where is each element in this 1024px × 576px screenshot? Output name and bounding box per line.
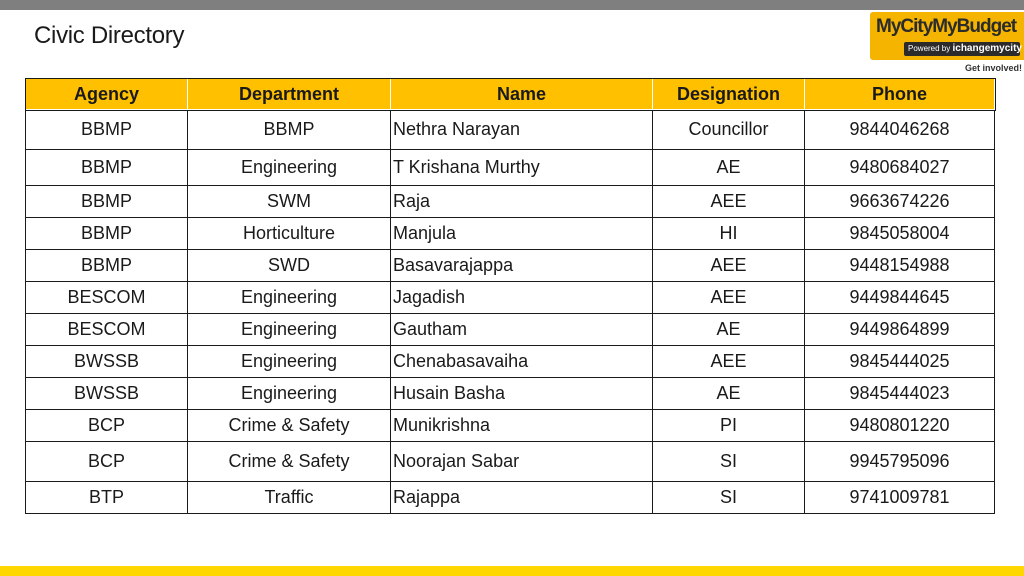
cell-designation: AE — [653, 314, 805, 346]
table-row — [26, 110, 995, 150]
bottom-accent-bar — [0, 566, 1024, 576]
cell-phone: 9480801220 — [805, 410, 995, 442]
page-title: Civic Directory — [34, 22, 185, 49]
logo-powered-by: Powered by — [908, 44, 951, 53]
cell-department: Engineering — [188, 346, 391, 378]
cell-designation: AEE — [653, 186, 805, 218]
cell-agency: BBMP — [26, 110, 188, 150]
cell-phone: 9845058004 — [805, 218, 995, 250]
table-row — [26, 150, 995, 186]
table-row — [26, 442, 995, 482]
cell-phone: 9480684027 — [805, 150, 995, 186]
table-row — [26, 218, 995, 250]
cell-phone: 9845444025 — [805, 346, 995, 378]
cell-name: Manjula — [391, 218, 653, 250]
table-row — [26, 378, 995, 410]
cell-department: Traffic — [188, 482, 391, 514]
column-header-department: Department — [188, 79, 391, 110]
cell-agency: BWSSB — [26, 378, 188, 410]
table-row — [26, 314, 995, 346]
cell-department: SWD — [188, 250, 391, 282]
cell-department: SWM — [188, 186, 391, 218]
cell-designation: SI — [653, 442, 805, 482]
top-accent-bar — [0, 0, 1024, 10]
cell-name: Munikrishna — [391, 410, 653, 442]
table-row — [26, 410, 995, 442]
cell-agency: BBMP — [26, 186, 188, 218]
column-header-designation: Designation — [653, 79, 805, 110]
cell-name: Raja — [391, 186, 653, 218]
cell-agency: BCP — [26, 410, 188, 442]
brand-logo — [870, 12, 1024, 76]
cell-agency: BCP — [26, 442, 188, 482]
cell-phone: 9741009781 — [805, 482, 995, 514]
logo-tagline: Get involved! — [964, 63, 1022, 73]
cell-agency: BESCOM — [26, 314, 188, 346]
cell-phone: 9845444023 — [805, 378, 995, 410]
cell-designation: PI — [653, 410, 805, 442]
cell-phone: 9844046268 — [805, 110, 995, 150]
cell-phone: 9449864899 — [805, 314, 995, 346]
cell-phone: 9945795096 — [805, 442, 995, 482]
cell-name: Jagadish — [391, 282, 653, 314]
table-row — [26, 186, 995, 218]
cell-department: Crime & Safety — [188, 442, 391, 482]
cell-agency: BESCOM — [26, 282, 188, 314]
civic-directory-table — [25, 78, 995, 514]
cell-designation: AEE — [653, 250, 805, 282]
column-header-name: Name — [391, 79, 653, 110]
table-row — [26, 250, 995, 282]
cell-department: Engineering — [188, 314, 391, 346]
cell-designation: AEE — [653, 346, 805, 378]
cell-department: Engineering — [188, 378, 391, 410]
cell-designation: SI — [653, 482, 805, 514]
cell-designation: HI — [653, 218, 805, 250]
cell-name: Basavarajappa — [391, 250, 653, 282]
cell-phone: 9449844645 — [805, 282, 995, 314]
table-header-row — [26, 79, 995, 110]
cell-phone: 9663674226 — [805, 186, 995, 218]
cell-name: Husain Basha — [391, 378, 653, 410]
cell-department: BBMP — [188, 110, 391, 150]
cell-designation: AE — [653, 150, 805, 186]
cell-designation: AE — [653, 378, 805, 410]
cell-name: T Krishana Murthy — [391, 150, 653, 186]
table-row — [26, 346, 995, 378]
cell-name: Rajappa — [391, 482, 653, 514]
cell-agency: BBMP — [26, 150, 188, 186]
cell-department: Horticulture — [188, 218, 391, 250]
cell-department: Engineering — [188, 282, 391, 314]
logo-brand-text: MyCityMyBudget — [876, 16, 1017, 37]
cell-department: Crime & Safety — [188, 410, 391, 442]
cell-name: Gautham — [391, 314, 653, 346]
cell-agency: BTP — [26, 482, 188, 514]
cell-name: Noorajan Sabar — [391, 442, 653, 482]
cell-department: Engineering — [188, 150, 391, 186]
cell-name: Nethra Narayan — [391, 110, 653, 150]
cell-agency: BWSSB — [26, 346, 188, 378]
table-row — [26, 482, 995, 514]
table-row — [26, 282, 995, 314]
column-header-agency: Agency — [26, 79, 188, 110]
logo-powered-brand: ichangemycity — [952, 43, 1022, 54]
logo-badge — [870, 12, 1024, 60]
column-header-phone: Phone — [805, 79, 995, 110]
logo-powered-strip — [904, 42, 1020, 56]
cell-phone: 9448154988 — [805, 250, 995, 282]
cell-agency: BBMP — [26, 218, 188, 250]
cell-designation: Councillor — [653, 110, 805, 150]
cell-agency: BBMP — [26, 250, 188, 282]
cell-designation: AEE — [653, 282, 805, 314]
cell-name: Chenabasavaiha — [391, 346, 653, 378]
